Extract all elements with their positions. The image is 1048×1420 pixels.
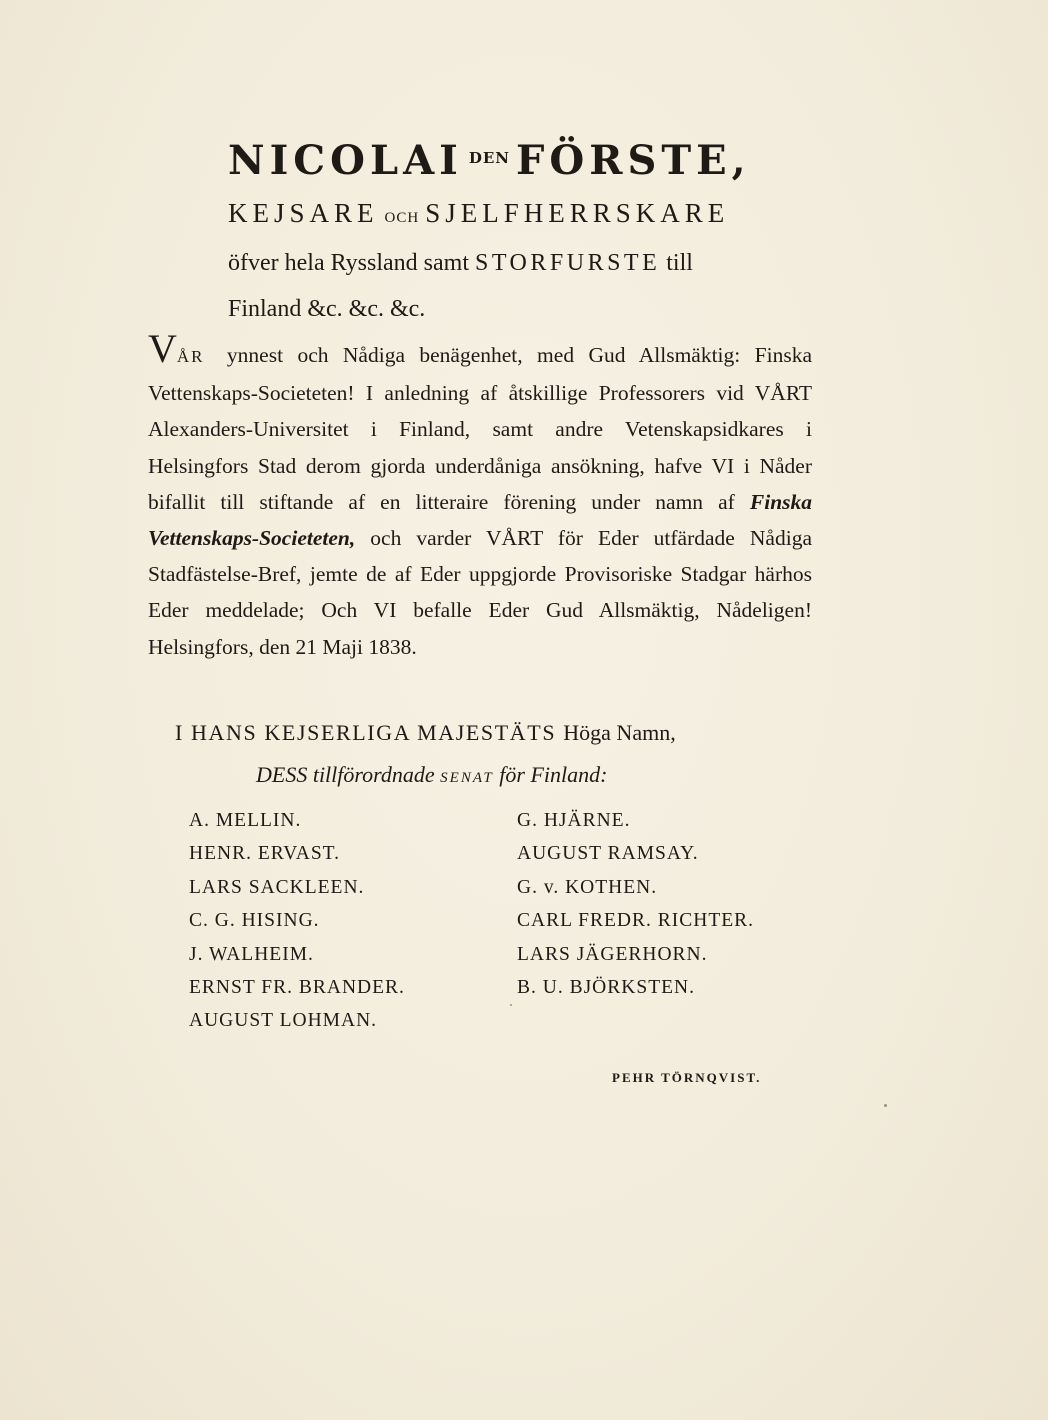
signature-line-majesty (175, 716, 676, 750)
signatories-left (189, 804, 405, 1038)
signatory: A. MELLIN. (189, 810, 302, 831)
heading-den: DEN (468, 149, 510, 167)
body-text-part1: ynnest och Nådiga benägenhet, med Gud Allsmäktig: Finska Vettenskaps-Societeten! I anledning af åtskillige Professorers vid VÅRT Alexanders-Universitet i Finland, samt andre Vetenskapsidkares i Helsingfors Stad derom gjorda underdåniga ansökning, hafve VI i Nåder bifallit till stiftande af en litteraire förening under namn af (148, 343, 812, 514)
signatory: J. WALHEIM. (189, 943, 314, 965)
signatory: B. U. BJÖRKSTEN. (517, 976, 695, 998)
senate-prefix: DESS tillförordnade (256, 762, 435, 787)
signatory: C. G. HISING. (189, 910, 320, 932)
heading-titles (228, 191, 818, 240)
signatory: AUGUST LOHMAN. (189, 1010, 378, 1032)
society-name: Finska Vettenskaps-Societeten, (148, 489, 813, 551)
heading-realm (228, 240, 818, 286)
heading-finland: Finland &c. &c. &c. (228, 296, 426, 322)
signature-line-senate (256, 758, 607, 795)
emperor-name: NICOLAI (228, 137, 463, 184)
senate-suffix: för Finland: (499, 762, 608, 787)
signatory: G. v. KOTHEN. (517, 876, 658, 898)
signature-hoga-namn: Höga Namn, (563, 720, 676, 745)
signatory: ERNST FR. BRANDER. (189, 976, 405, 998)
paper-speck (510, 1004, 512, 1006)
heading-till: till (666, 250, 693, 276)
heading-och: OCH (384, 210, 420, 226)
signatories-right (517, 804, 754, 1004)
signatory: LARS JÄGERHORN. (517, 943, 708, 965)
heading-realm-a: öfver hela Ryssland samt (228, 250, 469, 276)
signature-caps: I HANS KEJSERLIGA MAJESTÄTS (175, 720, 557, 745)
decree-body (148, 326, 813, 665)
heading-sjelfherrskare: SJELFHERRSKARE (425, 198, 730, 228)
decree-heading (228, 136, 818, 332)
senate-word: SENAT (440, 770, 494, 786)
signatory: LARS SACKLEEN. (189, 876, 365, 898)
paper-speck (884, 1104, 887, 1107)
printer-name: PEHR TÖRNQVIST. (612, 1070, 762, 1085)
heading-kejsare: KEJSARE (228, 198, 379, 228)
body-text-part2: och varder VÅRT för Eder utfärdade Nådiga Stadfästelse-Bref, jemte de af Eder uppgjorde Provisoriske Stadgar härhos Eder meddelade; Och VI befalle Eder Gud Allsmäktig, Nådeligen! Helsingfors, den 21 Maji 1838. (148, 526, 812, 659)
drop-capital-rest: ÅR (176, 347, 205, 366)
heading-storfurste: STORFURSTE (474, 250, 661, 276)
drop-capital: V (148, 326, 177, 371)
signatory: CARL FREDR. RICHTER. (517, 910, 755, 932)
heading-title (228, 136, 818, 189)
signatory: HENR. ERVAST. (189, 843, 341, 865)
emperor-ordinal: FÖRSTE, (515, 137, 751, 184)
signatory: G. HJÄRNE. (517, 810, 631, 831)
signatory: AUGUST RAMSAY. (517, 843, 699, 865)
